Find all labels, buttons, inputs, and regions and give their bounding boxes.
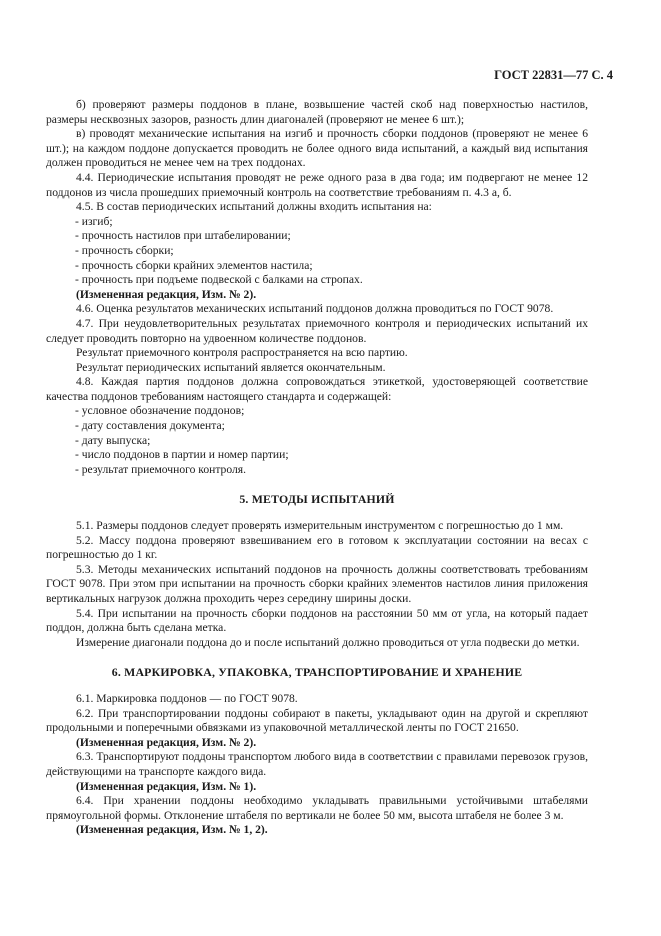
list-item: - условное обозначение поддонов; [75, 404, 245, 418]
revision-note: (Измененная редакция, Изм. № 1). [76, 779, 257, 793]
paragraph-acceptance-result: Результат приемочного контроля распространяется на всю партию. [76, 346, 408, 360]
paragraph-periodic-result: Результат периодических испытаний является окончательным. [76, 360, 386, 374]
paragraph-item-v: в) проводят механические испытания на изгиб и прочность сборки поддонов (проверяют не менее 6 шт.); на каждом поддоне допускается проводить не более одного вида испытаний, а каждый вид испытания должен проводиться не менее чем на трех поддонах. [46, 127, 588, 170]
paragraph-6-2: 6.2. При транспортировании поддоны собирают в пакеты, укладывают один на другой и скрепляют продольными и поперечными обвязками из упаковочной металлической ленты по ГОСТ 21650. [46, 706, 588, 735]
paragraph-6-4: 6.4. При хранении поддоны необходимо укладывать правильными устойчивыми штабелями прямоугольной формы. Отклонение штабеля по вертикали не более 50 мм, высота штабеля не более 3 м. [46, 794, 588, 822]
paragraph-4-6: 4.6. Оценка результатов механических испытаний поддонов должна проводиться по ГОСТ 9078. [76, 302, 554, 316]
paragraph-4-5: 4.5. В состав периодических испытаний должны входить испытания на: [76, 200, 432, 214]
list-item: - число поддонов в партии и номер партии; [75, 448, 289, 462]
list-item: - прочность при подъеме подвеской с балками на стропах. [75, 273, 363, 287]
paragraph-6-1: 6.1. Маркировка поддонов — по ГОСТ 9078. [76, 691, 298, 705]
label-contents-list [46, 404, 588, 477]
section-6-heading: 6. МАРКИРОВКА, УПАКОВКА, ТРАНСПОРТИРОВАНИЕ И ХРАНЕНИЕ [111, 665, 523, 680]
paragraph-4-8: 4.8. Каждая партия поддонов должна сопровождаться этикеткой, удостоверяющей соответствие качества поддонов требованиям настоящего стандарта и содержащей: [46, 375, 588, 403]
paragraph-4-4: 4.4. Периодические испытания проводят не реже одного раза в два года; им подвергают не менее 12 поддонов из числа прошедших приемочный контроль на соответствие требованиям п. 4.3 а, б. [46, 170, 588, 199]
list-item: - дату выпуска; [75, 433, 151, 447]
paragraph-5-3: 5.3. Методы механических испытаний поддонов на прочность должны соответствовать требованиям ГОСТ 9078. При этом при испытании на прочность сборки крайних элементов настилов линия приложения вертикальных нагрузок должна проходить через середину ширины доски. [46, 562, 588, 605]
paragraph-5-1: 5.1. Размеры поддонов следует проверять измерительным инструментом с погрешностью до 1 мм. [76, 519, 564, 533]
list-item: - изгиб; [75, 214, 113, 228]
paragraph-6-3: 6.3. Транспортируют поддоны транспортом любого вида в соответствии с правилами перевозок грузов, действующими на транспорте каждого вида. [46, 750, 588, 778]
list-item: - дату составления документа; [75, 419, 225, 433]
page-header: ГОСТ 22831—77 С. 4 [494, 68, 613, 82]
paragraph-5-2: 5.2. Массу поддона проверяют взвешиванием его в готовом к эксплуатации состоянии на весах с погрешностью до 1 кг. [46, 533, 588, 562]
paragraph-item-b: б) проверяют размеры поддонов в плане, возвышение частей скоб над поверхностью настилов, размеры несквозных зазоров, разность длин диагоналей (проверяют не менее 6 шт.); [46, 98, 588, 126]
document-body [46, 98, 588, 838]
list-item: - прочность настилов при штабелировании; [75, 229, 291, 243]
periodic-tests-list [46, 215, 588, 288]
paragraph-4-7: 4.7. При неудовлетворительных результатах приемочного контроля и периодических испытаний их следует проводить повторно на удвоенном количестве поддонов. [46, 316, 588, 345]
section-5-heading: 5. МЕТОДЫ ИСПЫТАНИЙ [239, 492, 395, 507]
revision-note: (Измененная редакция, Изм. № 2). [76, 287, 257, 301]
list-item: - результат приемочного контроля. [75, 462, 247, 476]
paragraph-5-4: 5.4. При испытании на прочность сборки поддонов на расстоянии 50 мм от угла, на который падает поддон, должна быть сделана метка. [46, 606, 588, 635]
list-item: - прочность сборки крайних элементов настила; [75, 258, 313, 272]
revision-note: (Измененная редакция, Изм. № 1, 2). [76, 823, 268, 837]
list-item: - прочность сборки; [75, 243, 174, 257]
paragraph-diagonal-measure: Измерение диагонали поддона до и после испытаний должно проводиться от угла подвески до метки. [76, 635, 580, 649]
revision-note: (Измененная редакция, Изм. № 2). [76, 735, 257, 749]
